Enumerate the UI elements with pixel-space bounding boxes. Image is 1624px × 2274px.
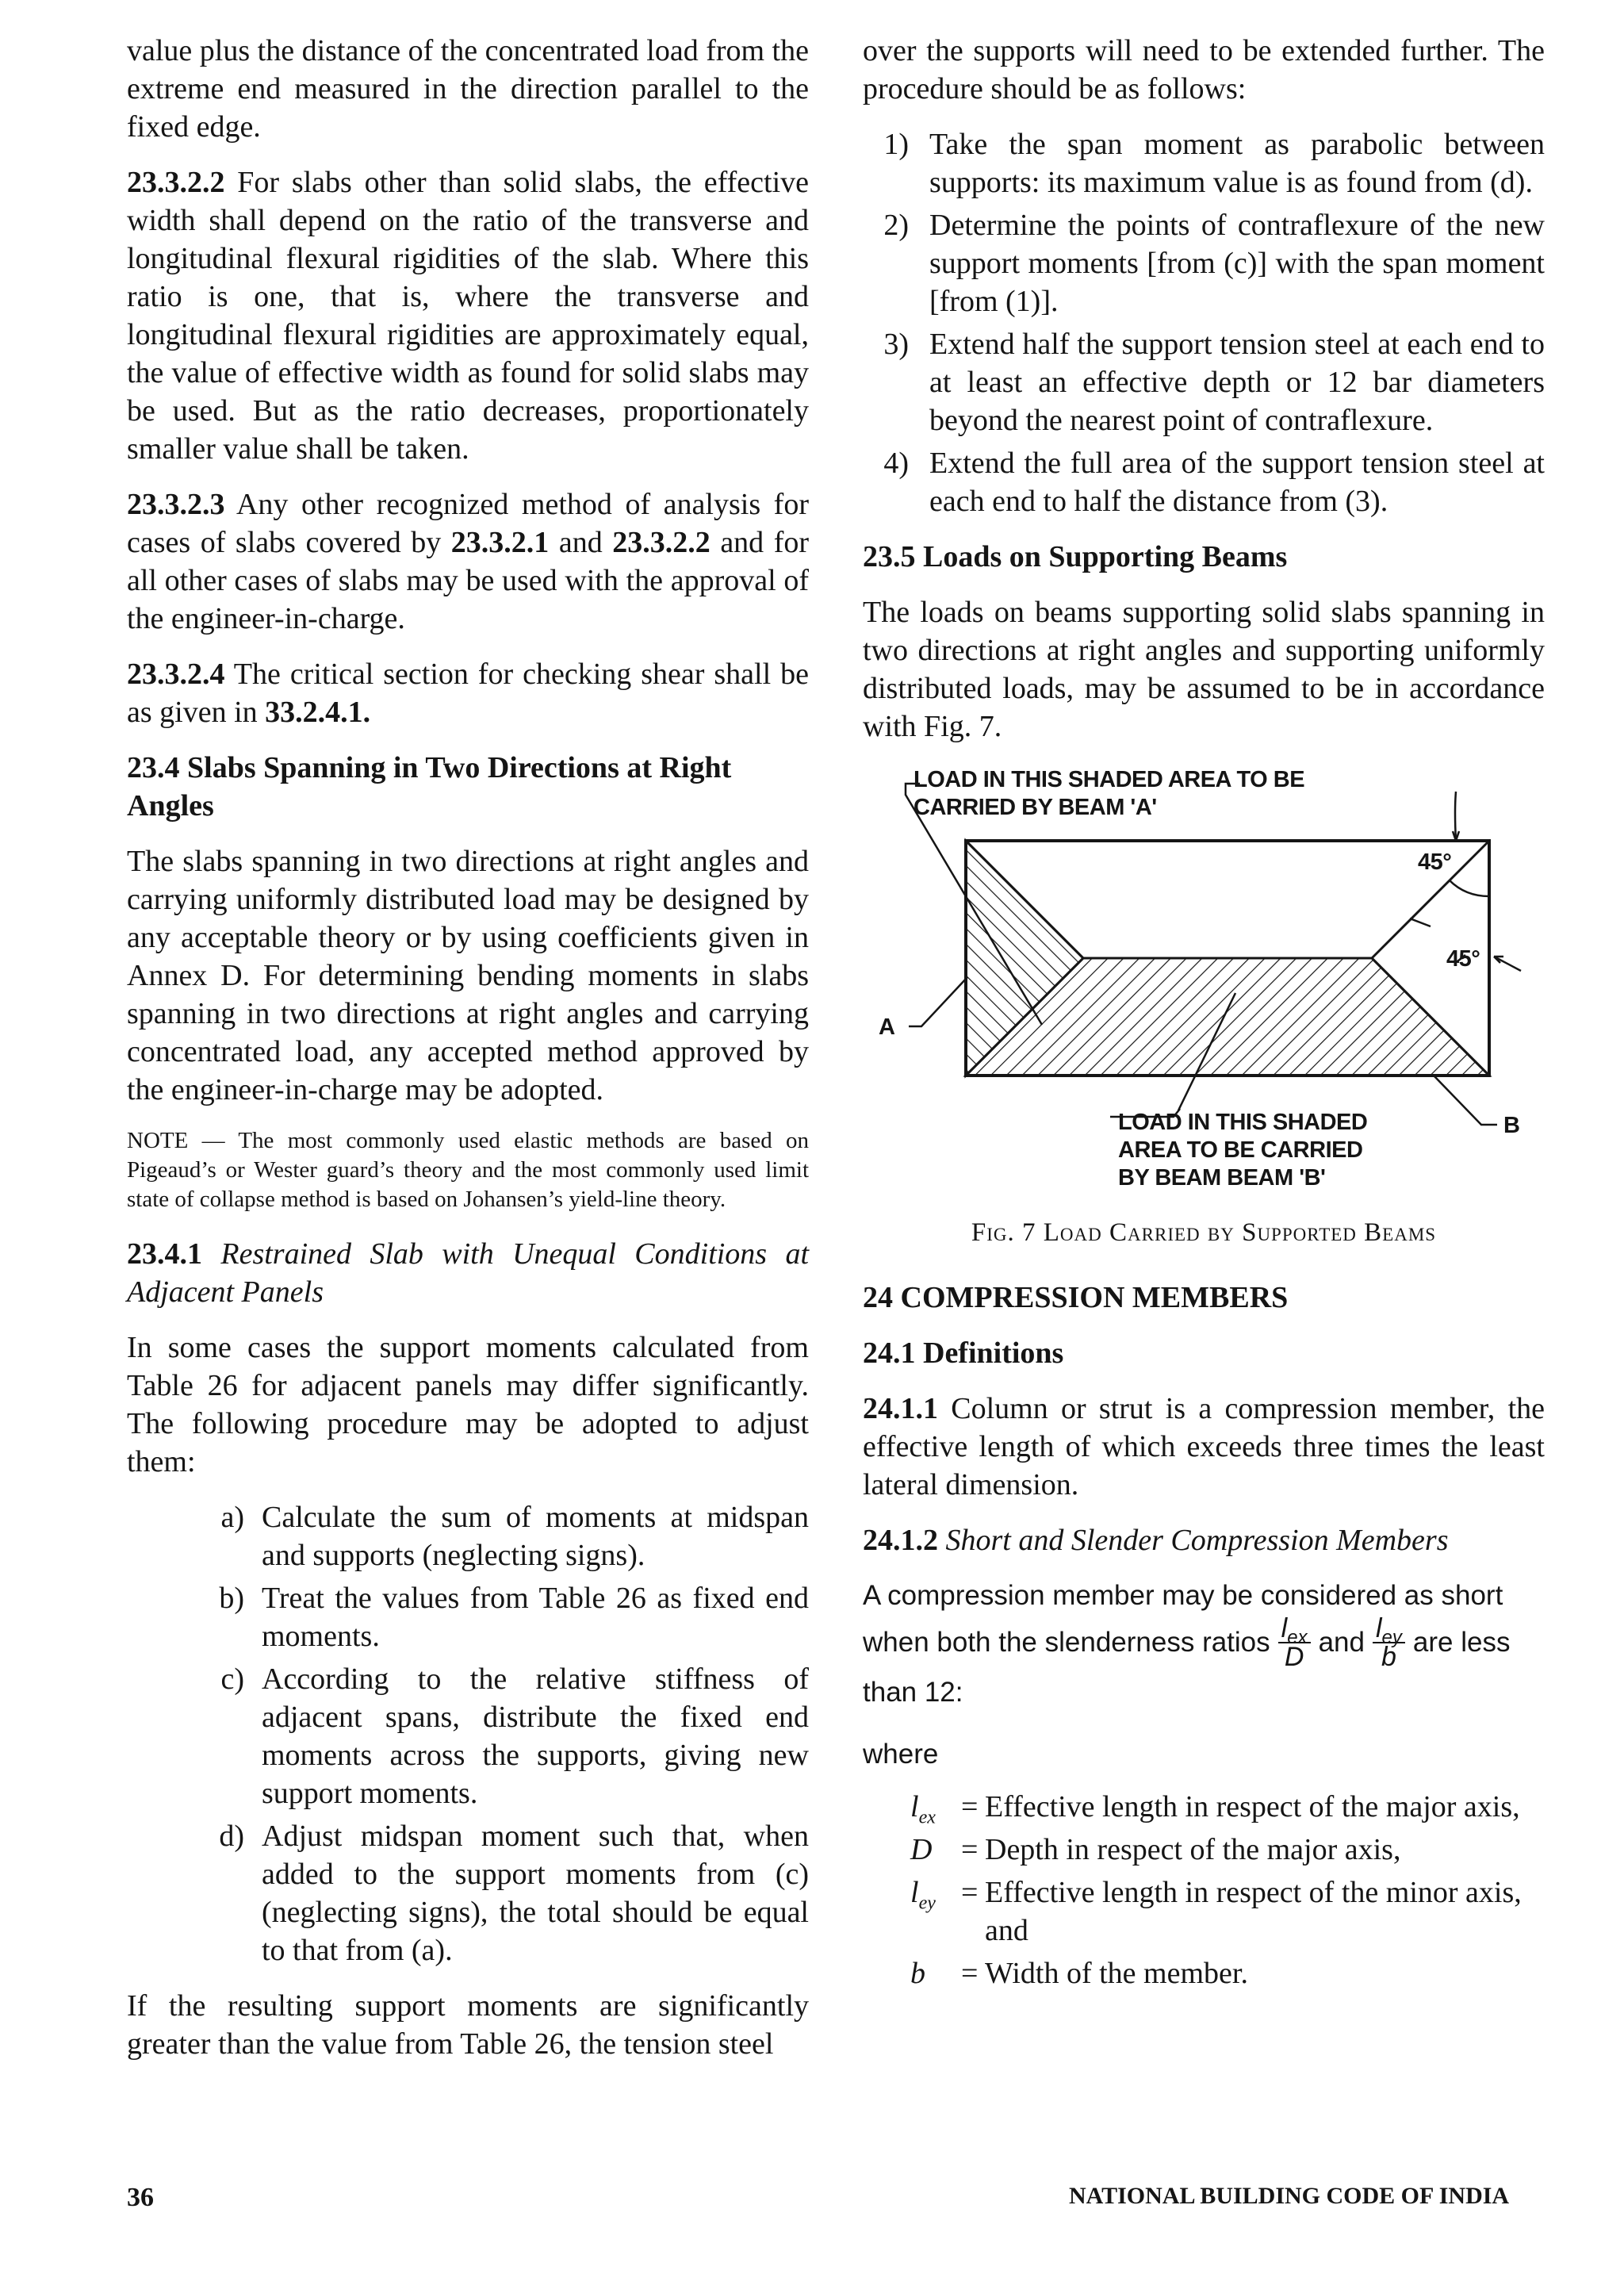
list-label: b) — [219, 1582, 244, 1615]
clause-text: Any other recognized method of analysis for cases of slabs covered by — [127, 488, 809, 559]
list-text: Extend half the support tension steel at each end to at least an effective depth or 12 bar diameters beyond the nearest point of contraflexure. — [929, 328, 1545, 437]
clause-number: 23.3.2.3 — [127, 488, 225, 521]
label-beam-a-line1: LOAD IN THIS SHADED AREA TO BE — [914, 767, 1305, 792]
clause-23-3-2-4 — [127, 655, 809, 731]
list-item — [127, 1660, 809, 1812]
clause-number: 23.4.1 — [127, 1237, 202, 1271]
definition-item — [863, 1873, 1545, 1950]
page-number: 36 — [127, 2183, 154, 2212]
leader-line — [1434, 1076, 1497, 1125]
procedure-list — [127, 1498, 809, 1969]
where-label: where — [863, 1739, 939, 1770]
definition-item — [863, 1831, 1545, 1869]
clause-reference: 33.2.4.1 — [265, 696, 363, 729]
figure-caption: Fig. 7 Load Carried by Supported Beams — [971, 1218, 1437, 1247]
right-column — [863, 32, 1545, 1997]
leader-line — [909, 977, 967, 1026]
list-label: a) — [220, 1501, 244, 1534]
definition-text: Width of the member. — [985, 1957, 1248, 1990]
list-text: Adjust midspan moment such that, when added to the support moments from (c) (neglecting signs), the total should be equal to that from (a). — [262, 1820, 809, 1967]
label-beam-b-line3: BY BEAM BEAM 'B' — [1118, 1165, 1326, 1191]
definition-text: Depth in respect of the major axis, — [985, 1833, 1401, 1866]
clause-text: and for all other cases of slabs may be used with the approval of the engineer-in-charge. — [127, 526, 810, 635]
paragraph-23-4-1: In some cases the support moments calculated from Table 26 for adjacent panels may differ significantly. The following procedure may be adopted to adjust them: — [127, 1331, 809, 1478]
fraction-ley-b — [1373, 1615, 1405, 1670]
clause-text: The critical section for checking shear shall be as given in — [127, 658, 809, 729]
list-label: 3) — [883, 328, 909, 361]
fraction-lex-d — [1278, 1615, 1311, 1670]
list-text: Treat the values from Table 26 as fixed end moments. — [262, 1582, 809, 1653]
clause-text: . — [362, 696, 371, 729]
slenderness-ratio-line — [863, 1615, 1545, 1670]
list-label: d) — [219, 1820, 244, 1853]
symbol: D — [910, 1833, 933, 1866]
slenderness-text: when both the slenderness ratios — [863, 1627, 1270, 1658]
label-beam-b-line1: LOAD IN THIS SHADED — [1118, 1110, 1368, 1135]
clause-text: and — [558, 526, 603, 559]
symbol-l: l — [1375, 1613, 1382, 1643]
list-text: Extend the full area of the support tension steel at each end to half the distance from (3). — [929, 447, 1545, 518]
note: NOTE — The most commonly used elastic methods are based on Pigeaud’s or Wester guard’s theory and the most commonly used limit state of collapse method is based on Johansen’s yield-line theory. — [127, 1128, 809, 1212]
slenderness-line-3: than 12: — [863, 1677, 963, 1708]
list-text: Determine the points of contraflexure of the new support moments [from (c)] with the span moment [from (1)]. — [929, 209, 1545, 318]
list-label: c) — [220, 1662, 244, 1696]
definition-symbol — [910, 1873, 961, 1950]
clause-number: 24.1.1 — [863, 1392, 938, 1425]
equals-sign: = — [961, 1957, 979, 1990]
paragraph-23-4: The slabs spanning in two directions at right angles and carrying uniformly distributed load may be designed by any acceptable theory or by using coefficients given in Annex D. For determining bending moments in slabs spanning in two directions at right angles and carrying concentrated load, any accepted method approved by the engineer-in-charge may be adopted. — [127, 845, 809, 1106]
slenderness-text: are less — [1412, 1627, 1511, 1658]
clause-23-3-2-2 — [127, 163, 809, 468]
symbol-l: l — [1281, 1613, 1288, 1643]
steel-procedure-list — [863, 125, 1545, 520]
clause-title: Restrained Slab with Unequal Conditions at Adjacent Panels — [127, 1237, 810, 1309]
section-heading-24-1: 24.1 Definitions — [863, 1336, 1064, 1370]
subscript: ex — [1287, 1626, 1308, 1648]
subscript: ey — [918, 1892, 936, 1914]
slenderness-line-1: A compression member may be considered as short — [863, 1580, 1503, 1611]
paragraph-end: If the resulting support moments are significantly greater than the value from Table 26, the tension steel — [127, 1989, 809, 2061]
arrow-leader — [1455, 792, 1456, 841]
definition-text: Effective length in respect of the minor axis, and — [985, 1876, 1522, 1947]
section-heading-23-5: 23.5 Loads on Supporting Beams — [863, 540, 1288, 573]
list-text: Calculate the sum of moments at midspan and supports (neglecting signs). — [262, 1501, 809, 1572]
definition-text: Effective length in respect of the major axis, — [985, 1790, 1520, 1823]
left-column — [127, 32, 809, 2080]
list-label: 1) — [883, 128, 909, 161]
definition-item — [863, 1954, 1545, 1992]
list-item — [127, 1579, 809, 1655]
arrow-leader — [1494, 957, 1521, 971]
subscript: ey — [1381, 1626, 1402, 1648]
list-item — [863, 444, 1545, 520]
clause-text: Column or strut is a compression member, the effective length of which exceeds three times the least lateral dimension. — [863, 1392, 1545, 1501]
clause-24-1-2-heading — [863, 1521, 1545, 1559]
angle-arc — [1450, 880, 1489, 896]
equals-sign: = — [961, 1876, 979, 1909]
fraction-numerator — [1373, 1613, 1405, 1648]
paragraph-intro: value plus the distance of the concentrated load from the extreme end measured in the direction parallel to the fixed edge. — [127, 34, 809, 144]
clause-reference: 23.3.2.2 — [612, 526, 710, 559]
fraction-denominator: D — [1284, 1642, 1304, 1672]
symbol: l — [910, 1876, 919, 1909]
list-text: Take the span moment as parabolic between supports: its maximum value is as found from (d). — [929, 128, 1545, 199]
symbol: b — [910, 1957, 925, 1990]
list-item — [127, 1498, 809, 1574]
label-beam-a-line2: CARRIED BY BEAM 'A' — [914, 795, 1157, 820]
definition-symbol — [910, 1788, 961, 1826]
definitions-list — [863, 1788, 1545, 1992]
clause-24-1-1 — [863, 1390, 1545, 1504]
list-item — [863, 125, 1545, 201]
slenderness-and: and — [1318, 1627, 1365, 1658]
list-text: According to the relative stiffness of adjacent spans, distribute the fixed end moments across the supports, giving new support moments. — [262, 1662, 809, 1810]
clause-23-4-1-heading — [127, 1235, 809, 1311]
paragraph-23-5: The loads on beams supporting solid slabs spanning in two directions at right angles and supporting uniformly distributed loads, may be assumed to be in accordance with Fig. 7. — [863, 596, 1545, 743]
publication-title: NATIONAL BUILDING CODE OF INDIA — [1069, 2183, 1510, 2209]
fraction-numerator — [1278, 1613, 1311, 1648]
list-label: 2) — [883, 209, 909, 242]
section-heading-23-4: 23.4 Slabs Spanning in Two Directions at Right Angles — [127, 751, 732, 823]
arrow-leader — [1410, 918, 1431, 926]
equals-sign: = — [961, 1833, 979, 1866]
equals-sign: = — [961, 1790, 979, 1823]
label-beam-b-line2: AREA TO BE CARRIED — [1118, 1137, 1363, 1163]
angle-label: 45° — [1446, 946, 1480, 972]
list-label: 4) — [883, 447, 909, 480]
section-heading-24: 24 COMPRESSION MEMBERS — [863, 1281, 1289, 1314]
clause-title: Short and Slender Compression Members — [945, 1524, 1449, 1557]
clause-23-3-2-3 — [127, 485, 809, 638]
definition-symbol — [910, 1954, 961, 1992]
clause-reference: 23.3.2.1 — [450, 526, 550, 559]
clause-number: 23.3.2.2 — [127, 166, 225, 199]
list-item — [127, 1817, 809, 1969]
paragraph-continued: over the supports will need to be extended further. The procedure should be as follows: — [863, 34, 1545, 105]
definition-item — [863, 1788, 1545, 1826]
clause-number: 23.3.2.4 — [127, 658, 225, 691]
beam-b-mark: B — [1503, 1113, 1520, 1138]
list-item — [863, 325, 1545, 439]
symbol: l — [910, 1790, 919, 1823]
definition-symbol — [910, 1831, 961, 1869]
clause-text: For slabs other than solid slabs, the effective width shall depend on the ratio of the transverse and longitudinal flexural rigidities of the slab. Where this ratio is one, that is, where the transverse and longitudinal flexural rigidities are approximately equal, the value of effective width as found for solid slabs may be used. But as the ratio decreases, proportionately smaller value shall be taken. — [127, 166, 810, 466]
list-item — [863, 206, 1545, 320]
figure-7 — [863, 763, 1545, 1207]
clause-number: 24.1.2 — [863, 1524, 938, 1557]
beam-a-mark: A — [879, 1014, 895, 1040]
subscript: ex — [918, 1807, 936, 1828]
fraction-denominator: b — [1381, 1642, 1396, 1672]
angle-label: 45° — [1418, 849, 1452, 875]
